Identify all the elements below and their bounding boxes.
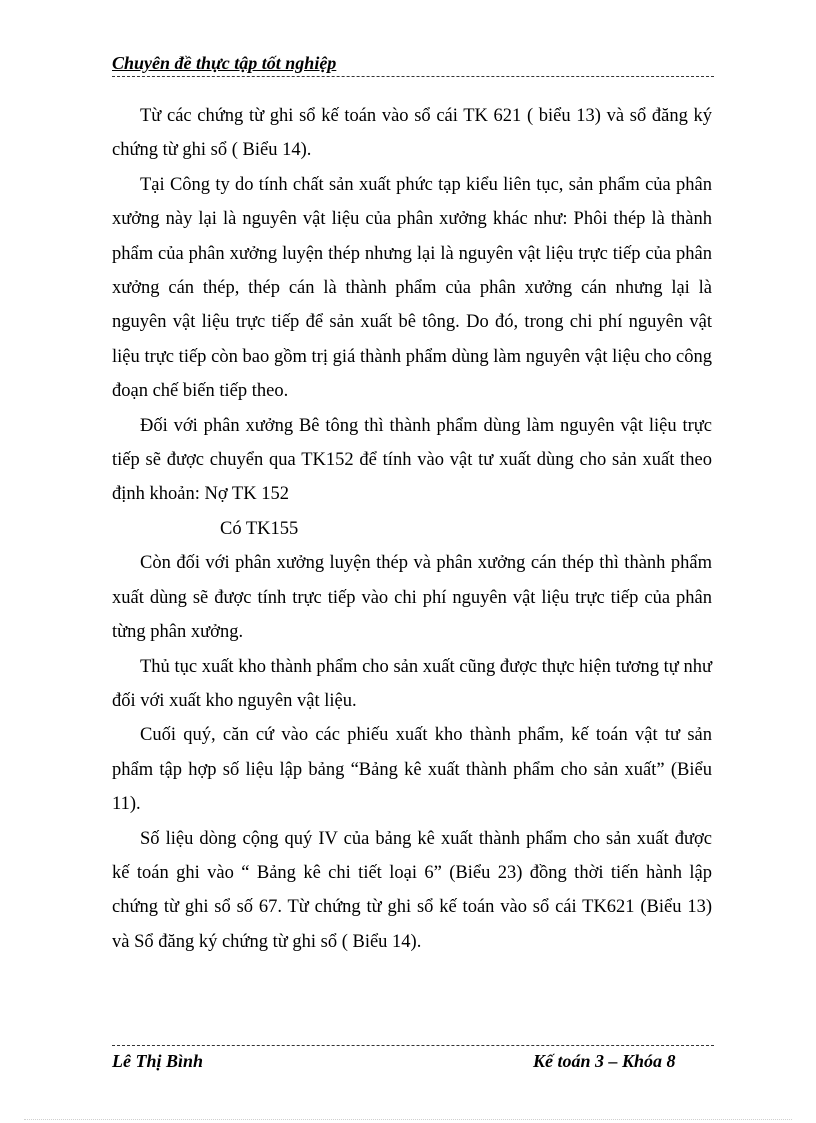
paragraph: Đối với phân xưởng Bê tông thì thành phẩm dùng làm nguyên vật liệu trực tiếp sẽ được chuyển qua TK152 để tính vào vật tư xuất dùng cho sản xuất theo định khoản: Nợ TK 152: [112, 415, 712, 505]
paragraph: Tại Công ty do tính chất sản xuất phức tạp kiểu liên tục, sản phẩm của phân xưởng này lại là nguyên vật liệu của phân xưởng khác như: Phôi thép là thành phẩm của phân xưởng luyện thép nhưng lại là nguyên vật liệu trực tiếp của phân xưởng cán thép, thép cán là thành phẩm của phân xưởng cán nhưng lại là nguyên vật liệu trực tiếp để sản xuất bê tông. Do đó, trong chi phí nguyên vật liệu trực tiếp còn bao gồm trị giá thành phẩm dùng làm nguyên vật liệu cho công đoạn chế biến tiếp theo.: [112, 174, 712, 402]
paragraph: Thủ tục xuất kho thành phẩm cho sản xuất cũng được thực hiện tương tự như đối với xuất kho nguyên vật liệu.: [112, 656, 712, 711]
journal-entry-credit: Có TK155: [220, 518, 299, 539]
page-bottom-border: [24, 1119, 792, 1120]
footer-divider: [112, 1045, 714, 1046]
paragraph: Từ các chứng từ ghi sổ kế toán vào sổ cái TK 621 ( biểu 13) và sổ đăng ký chứng từ ghi sổ ( Biểu 14).: [112, 106, 712, 161]
footer-author: Lê Thị Bình: [112, 1051, 204, 1071]
document-body: [112, 99, 712, 959]
paragraph: Số liệu dòng cộng quý IV của bảng kê xuất thành phẩm cho sản xuất được kế toán ghi vào “ Bảng kê chi tiết loại 6” (Biểu 23) đồng thời tiến hành lập chứng từ ghi sổ số 67. Từ chứng từ ghi sổ kế toán vào sổ cái TK621 (Biểu 13) và Sổ đăng ký chứng từ ghi sổ ( Biểu 14).: [112, 828, 712, 952]
paragraph: Cuối quý, căn cứ vào các phiếu xuất kho thành phẩm, kế toán vật tư sản phẩm tập hợp số liệu lập bảng “Bảng kê xuất thành phẩm cho sản xuất” (Biểu 11).: [112, 725, 712, 815]
header-title: Chuyên đề thực tập tốt nghiệp: [112, 53, 337, 73]
footer-course: Kế toán 3 – Khóa 8: [533, 1051, 676, 1071]
paragraph: Còn đối với phân xưởng luyện thép và phân xưởng cán thép thì thành phẩm xuất dùng sẽ được tính trực tiếp vào chi phí nguyên vật liệu trực tiếp của phân từng phân xưởng.: [112, 553, 712, 643]
page-header: [112, 50, 714, 77]
